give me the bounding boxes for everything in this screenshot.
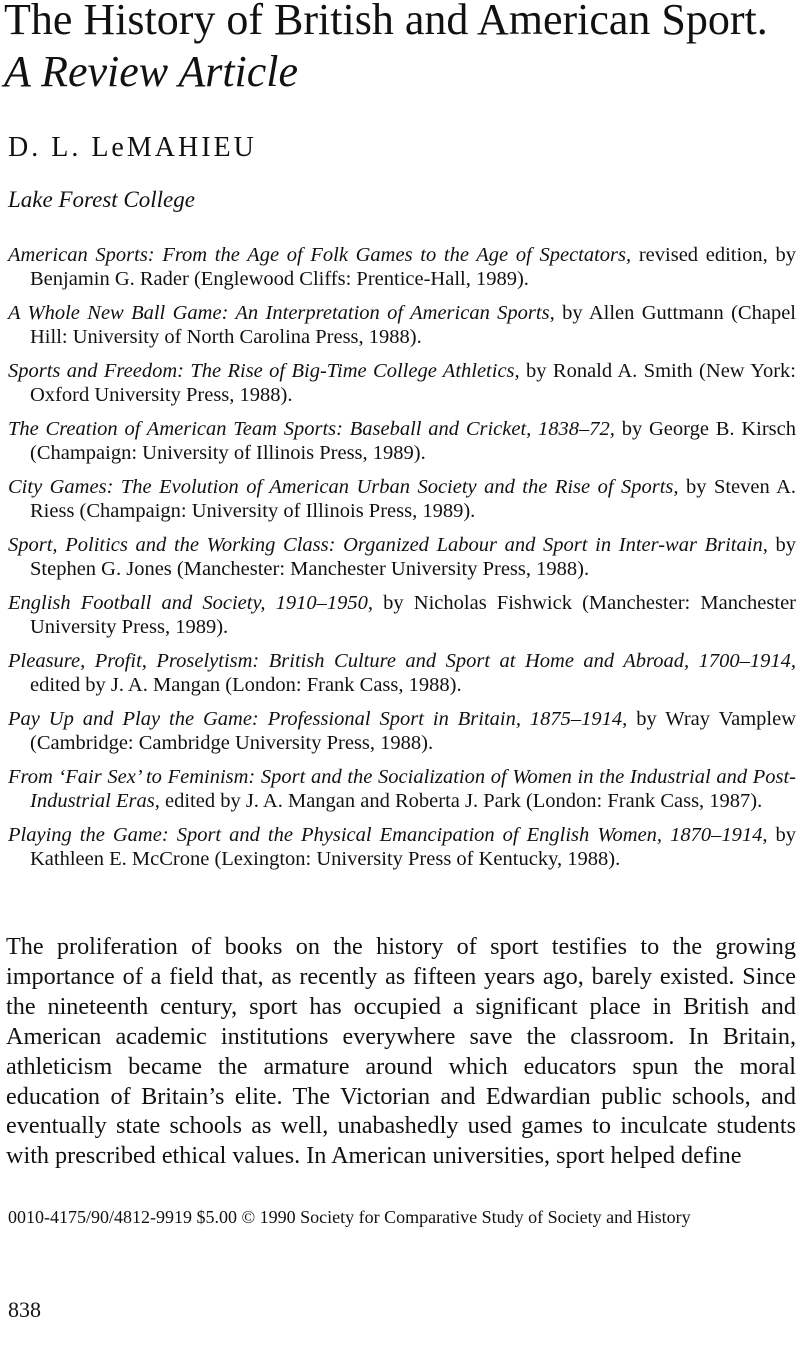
book-details: by Wray Vamplew (Cambridge: Cambridge University Press, 1988). bbox=[30, 708, 796, 754]
book-details: by Kathleen E. McCrone (Lexington: University Press of Kentucky, 1988). bbox=[30, 824, 796, 870]
book-details: by Stephen G. Jones (Manchester: Manchester University Press, 1988). bbox=[30, 534, 796, 580]
book-entry bbox=[8, 417, 796, 465]
book-title: City Games: The Evolution of American Urban Society and the Rise of Sports, bbox=[8, 476, 679, 498]
book-details: by Allen Guttmann (Chapel Hill: University of North Carolina Press, 1988). bbox=[30, 302, 797, 348]
book-entry bbox=[8, 243, 796, 291]
book-details: revised edition, by Benjamin G. Rader (Englewood Cliffs: Prentice-Hall, 1989). bbox=[30, 244, 796, 290]
book-title: The Creation of American Team Sports: Baseball and Cricket, 1838–72, bbox=[8, 418, 615, 440]
book-title: Sport, Politics and the Working Class: Organized Labour and Sport in Inter-war Britain, bbox=[8, 534, 768, 556]
book-title: Pleasure, Profit, Proselytism: British Culture and Sport at Home and Abroad, 1700–1914, bbox=[8, 650, 796, 672]
author-name: D. L. LeMAHIEU bbox=[8, 132, 257, 163]
book-details: by Nicholas Fishwick (Manchester: Manchester University Press, 1989). bbox=[30, 592, 796, 638]
author-affiliation: Lake Forest College bbox=[8, 187, 195, 212]
book-entry bbox=[8, 475, 796, 523]
book-entry bbox=[8, 707, 796, 755]
book-details: by George B. Kirsch (Champaign: University of Illinois Press, 1989). bbox=[30, 418, 796, 464]
book-title: American Sports: From the Age of Folk Games to the Age of Spectators, bbox=[8, 244, 632, 266]
body-paragraph: The proliferation of books on the history of sport testifies to the growing importance of a field that, as recently as fifteen years ago, barely existed. Since the nineteenth century, sport has occupied a significant place in British and American academic institutions everywhere save the classroom. In Britain, athleticism became the armature around which educators spun the moral education of Britain’s elite. The Victorian and Edwardian public schools, and eventually state schools as well, unabashedly used games to inculcate students with prescribed ethical values. In American universities, sport helped define bbox=[6, 933, 796, 1170]
article-title bbox=[4, 0, 768, 98]
page-number: 838 bbox=[8, 1297, 41, 1322]
book-title: From ‘Fair Sex’ to Feminism: Sport and the Socialization of Women in the Industrial and Post-Industrial Eras, bbox=[8, 766, 796, 812]
book-entry bbox=[8, 823, 796, 871]
title-subtitle: A Review Article bbox=[4, 47, 299, 96]
book-entry bbox=[8, 591, 796, 639]
book-title: Playing the Game: Sport and the Physical Emancipation of English Women, 1870–1914, bbox=[8, 824, 768, 846]
book-details: by Ronald A. Smith (New York: Oxford University Press, 1988). bbox=[30, 360, 796, 406]
book-entry bbox=[8, 301, 796, 349]
book-title: English Football and Society, 1910–1950, bbox=[8, 592, 374, 614]
book-title: Pay Up and Play the Game: Professional Sport in Britain, 1875–1914, bbox=[8, 708, 628, 730]
book-title: Sports and Freedom: The Rise of Big-Time College Athletics, bbox=[8, 360, 520, 382]
title-main: The History of British and American Sport. bbox=[4, 0, 768, 44]
book-entry bbox=[8, 765, 796, 813]
book-details: edited by J. A. Mangan (London: Frank Cass, 1988). bbox=[30, 674, 462, 696]
book-entry bbox=[8, 359, 796, 407]
copyright-line: 0010-4175/90/4812-9919 $5.00 © 1990 Society for Comparative Study of Society and History bbox=[8, 1207, 691, 1227]
book-details: edited by J. A. Mangan and Roberta J. Park (London: Frank Cass, 1987). bbox=[159, 790, 763, 812]
book-title: A Whole New Ball Game: An Interpretation of American Sports, bbox=[8, 302, 555, 324]
book-entry bbox=[8, 533, 796, 581]
reviewed-books-list bbox=[8, 243, 796, 881]
book-entry bbox=[8, 649, 796, 697]
book-details: by Steven A. Riess (Champaign: University of Illinois Press, 1989). bbox=[30, 476, 797, 522]
